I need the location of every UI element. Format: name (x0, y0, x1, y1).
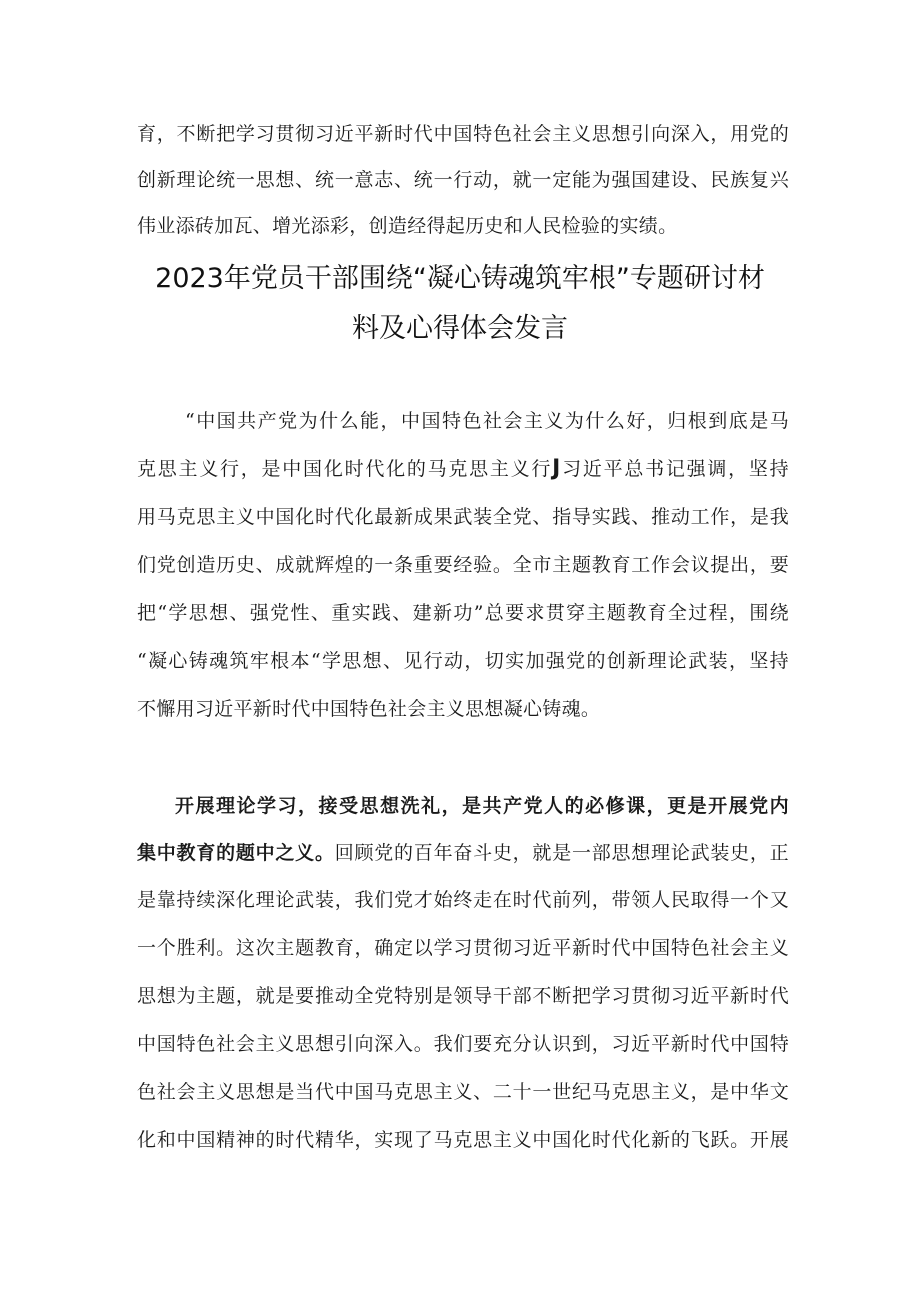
paragraph-2-line-1: 开展理论学习，接受思想洗礼，是共产党人的必修课，更是开展党内 (175, 795, 789, 817)
paragraph-2-line-2-rest: 回顾党的百年奋斗史，就是一部思想理论武装史，正 (334, 842, 789, 864)
page-title-line-2: 料及心得体会发言 (352, 313, 568, 344)
paragraph-2-line-5: 思想为主题，就是要推动全党特别是领导干部不断把学习贯彻习近平新时代 (137, 985, 789, 1007)
paragraph-1-line-3: 用马克思主义中国化时代化最新成果武装全党、指导实践、推动工作，是我 (137, 506, 789, 528)
page-title-line-1: 2023年党员干部围绕“凝心铸魂筑牢根”专题研讨材 (155, 263, 765, 294)
paragraph-2-line-6: 中国特色社会主义思想引向深入。我们要充分认识到，习近平新时代中国特 (137, 1033, 789, 1055)
paragraph-1-line-6: “凝心铸魂筑牢根本“学思想、见行动，切实加强党的创新理论武装，坚持 (137, 650, 789, 672)
paragraph-2-line-2-bold: 集中教育的题中之义。 (137, 842, 335, 864)
intro-line-3: 伟业添砖加瓦、增光添彩，创造经得起历史和人民检验的实绩。 (137, 215, 678, 237)
paragraph-1-line-4: 们党创造历史、成就辉煌的一条重要经验。全市主题教育工作会议提出，要 (137, 554, 789, 576)
paragraph-1-line-5: 把“学思想、强党性、重实践、建新功”总要求贯穿主题教育全过程，围绕 (137, 602, 789, 624)
intro-line-2: 创新理论统一思想、统一意志、统一行动，就一定能为强国建设、民族复兴 (137, 169, 789, 191)
paragraph-1-line-2-start: 克思主义行，是中国化时代化的马克思主义行 (137, 458, 553, 480)
paragraph-2-line-7: 色社会主义思想是当代中国马克思主义、二十一世纪马克思主义，是中华文 (137, 1081, 789, 1103)
paragraph-2-line-8: 化和中国精神的时代精华，实现了马克思主义中国化时代化新的飞跃。开展 (137, 1129, 789, 1151)
paragraph-1-line-1: “中国共产党为什么能，中国特色社会主义为什么好，归根到底是马 (185, 410, 789, 432)
paragraph-1-j-glyph: J (552, 456, 561, 481)
paragraph-1-line-2-end: 习近平总书记强调，坚持 (560, 458, 789, 480)
paragraph-1-line-2 (137, 452, 789, 486)
paragraph-2-line-4: 一个胜利。这次主题教育，确定以学习贯彻习近平新时代中国特色社会主义 (137, 937, 789, 959)
paragraph-2-line-2 (137, 836, 789, 870)
intro-line-1: 育，不断把学习贯彻习近平新时代中国特色社会主义思想引向深入，用党的 (137, 123, 789, 145)
paragraph-2-line-3: 是靠持续深化理论武装，我们党才始终走在时代前列，带领人民取得一个又 (137, 889, 789, 911)
paragraph-1-line-7: 不懈用习近平新时代中国特色社会主义思想凝心铸魂。 (137, 698, 601, 720)
